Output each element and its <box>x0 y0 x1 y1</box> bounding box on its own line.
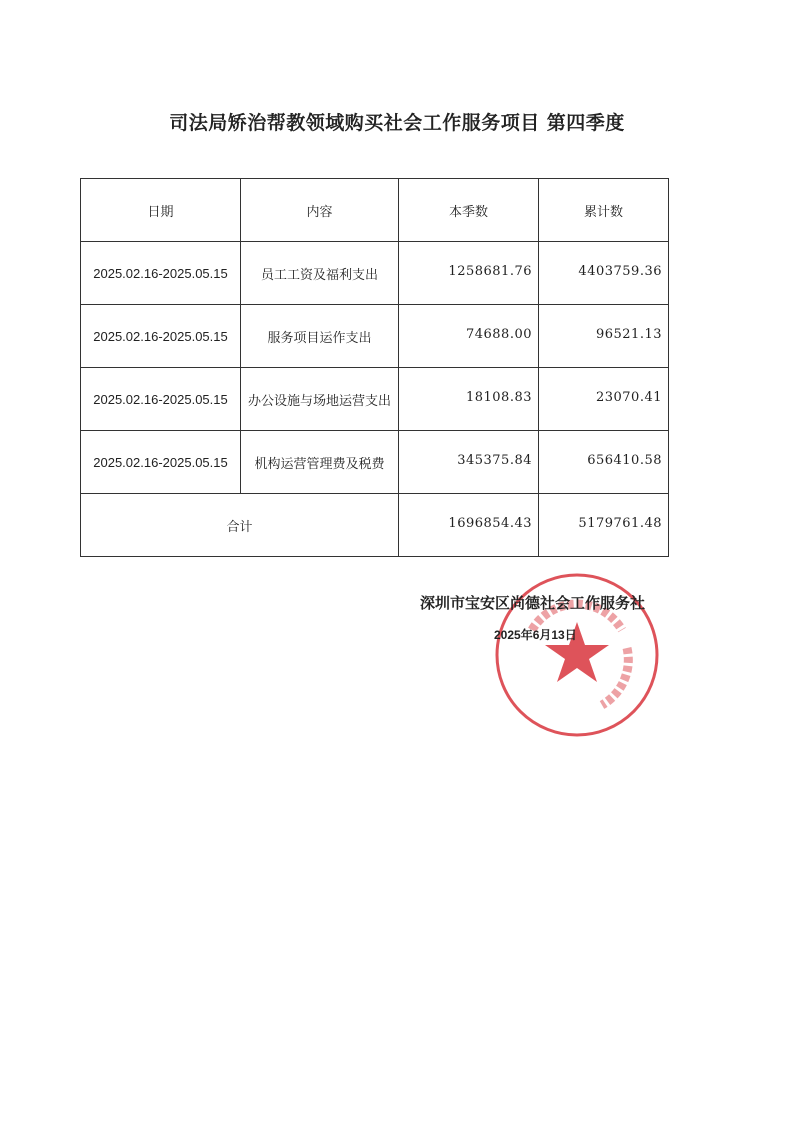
row-content: 服务项目运作支出 <box>241 305 399 368</box>
document-title: 司法局矫治帮教领域购买社会工作服务项目 第四季度 <box>169 112 625 134</box>
table-row <box>81 368 669 431</box>
row-cumulative-value: 656410.58 <box>539 431 669 494</box>
expense-table <box>80 178 669 557</box>
organization-name: 深圳市宝安区尚德社会工作服务社 <box>420 594 646 612</box>
row-quarter-value: 1258681.76 <box>399 242 539 305</box>
header-date: 日期 <box>81 179 241 242</box>
row-date: 2025.02.16-2025.05.15 <box>81 305 241 368</box>
row-date: 2025.02.16-2025.05.15 <box>81 368 241 431</box>
total-cumulative-value: 5179761.48 <box>539 494 669 557</box>
row-cumulative-value: 4403759.36 <box>539 242 669 305</box>
table-row <box>81 305 669 368</box>
row-quarter-value: 345375.84 <box>399 431 539 494</box>
signature-date: 2025年6月13日 <box>494 628 577 642</box>
table-row <box>81 431 669 494</box>
row-cumulative-value: 96521.13 <box>539 305 669 368</box>
header-quarter: 本季数 <box>399 179 539 242</box>
total-quarter-value: 1696854.43 <box>399 494 539 557</box>
row-content: 机构运营管理费及税费 <box>241 431 399 494</box>
table-row <box>81 242 669 305</box>
row-date: 2025.02.16-2025.05.15 <box>81 242 241 305</box>
table-header-row <box>81 179 669 242</box>
table-total-row <box>81 494 669 557</box>
total-label: 合计 <box>81 494 399 557</box>
header-cumulative: 累计数 <box>539 179 669 242</box>
header-content: 内容 <box>241 179 399 242</box>
row-quarter-value: 18108.83 <box>399 368 539 431</box>
row-quarter-value: 74688.00 <box>399 305 539 368</box>
row-date: 2025.02.16-2025.05.15 <box>81 431 241 494</box>
row-content: 员工工资及福利支出 <box>241 242 399 305</box>
row-cumulative-value: 23070.41 <box>539 368 669 431</box>
row-content: 办公设施与场地运营支出 <box>241 368 399 431</box>
seal-arc-lettering-right <box>602 648 628 705</box>
